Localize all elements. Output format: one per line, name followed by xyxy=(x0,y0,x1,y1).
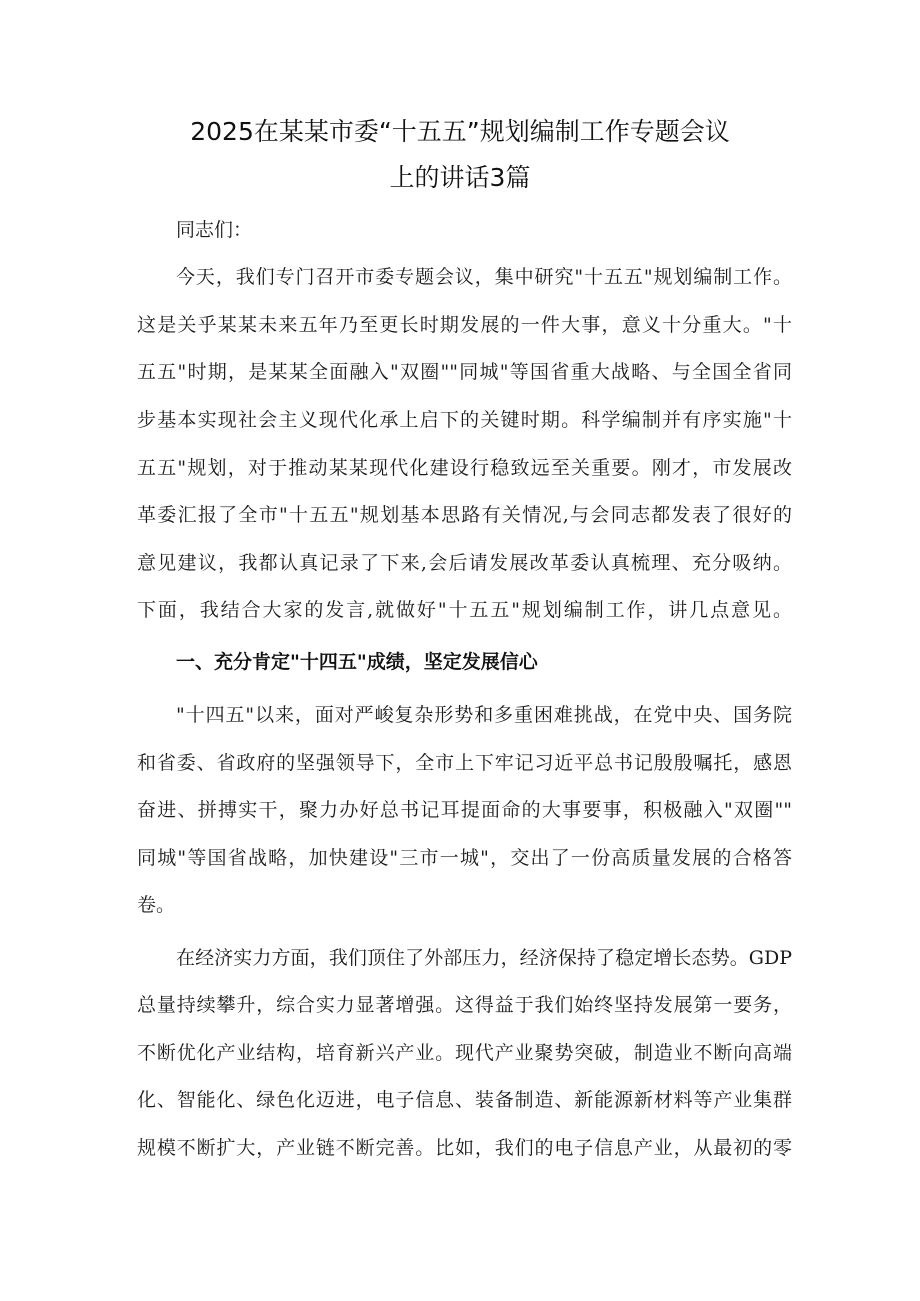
paragraph-line: 奋进、拼搏实干，聚力办好总书记耳提面命的大事要事，积极融入"双圈"" xyxy=(137,799,792,821)
paragraph-line: 化、智能化、绿色化迈进，电子信息、装备制造、新能源新材料等产业集群 xyxy=(137,1089,792,1111)
paragraph-line: "十四五"以来，面对严峻复杂形势和多重困难挑战，在党中央、国务院 xyxy=(176,704,792,726)
document-title-line-2: 上的讲话3篇 xyxy=(389,163,531,192)
paragraph-line: 在经济实力方面，我们顶住了外部压力，经济保持了稳定增长态势。GDP xyxy=(176,947,792,969)
greeting: 同志们： xyxy=(176,219,253,241)
paragraph-line: 革委汇报了全市"十五五"规划基本思路有关情况,与会同志都发表了很好的 xyxy=(137,504,792,526)
paragraph-line: 五五"时期，是某某全面融入"双圈""同城"等国省重大战略、与全国全省同 xyxy=(137,361,792,383)
paragraph-line: 步基本实现社会主义现代化承上启下的关键时期。科学编制并有序实施"十 xyxy=(137,409,792,431)
paragraph-line: 今天，我们专门召开市委专题会议，集中研究"十五五"规划编制工作。 xyxy=(176,266,792,288)
paragraph-line: 这是关乎某某未来五年乃至更长时期发展的一件大事，意义十分重大。"十 xyxy=(137,314,792,336)
paragraph-line: 总量持续攀升，综合实力显著增强。这得益于我们始终坚持发展第一要务， xyxy=(137,994,792,1016)
paragraph-line: 和省委、省政府的坚强领导下，全市上下牢记习近平总书记殷殷嘱托，感恩 xyxy=(137,752,792,774)
document-title-line-1: 2025在某某市委“十五五”规划编制工作专题会议 xyxy=(190,117,730,146)
paragraph-line: 五五"规划，对于推动某某现代化建设行稳致远至关重要。刚才，市发展改 xyxy=(137,457,792,479)
section-heading: 一、充分肯定"十四五"成绩，坚定发展信心 xyxy=(176,651,538,673)
paragraph-line: 规模不断扩大，产业链不断完善。比如，我们的电子信息产业，从最初的零 xyxy=(137,1137,792,1159)
paragraph-line: 同城"等国省战略，加快建设"三市一城"，交出了一份高质量发展的合格答 xyxy=(137,847,792,869)
paragraph-line: 卷。 xyxy=(137,894,176,916)
paragraph-line: 不断优化产业结构，培育新兴产业。现代产业聚势突破，制造业不断向高端 xyxy=(137,1042,792,1064)
paragraph-line: 意见建议，我都认真记录了下来,会后请发展改革委认真梳理、充分吸纳。 xyxy=(137,552,792,574)
paragraph-line: 下面，我结合大家的发言,就做好"十五五"规划编制工作，讲几点意见。 xyxy=(137,599,792,621)
